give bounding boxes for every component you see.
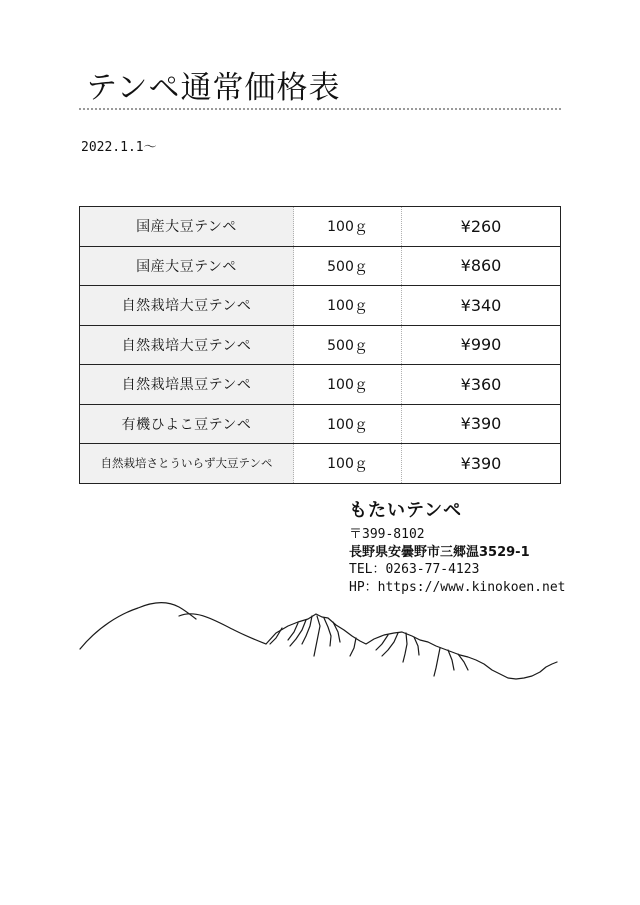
table-row (80, 286, 561, 326)
page-title: テンペ通常価格表 (86, 70, 341, 106)
product-size: 100ｇ (294, 404, 402, 444)
shop-name: もたいテンペ (349, 500, 463, 521)
table-row (80, 325, 561, 365)
table-row (80, 444, 561, 484)
product-name: 自然栽培大豆テンペ (80, 286, 294, 326)
product-price: ¥860 (460, 256, 502, 276)
homepage-url: HP：https://www.kinokoen.net (349, 579, 566, 595)
product-price: ¥390 (460, 453, 502, 473)
product-price: ¥340 (460, 295, 502, 315)
postal-code: 〒399-8102 (349, 527, 425, 542)
product-name: 自然栽培さとういらず大豆テンペ (80, 444, 294, 484)
product-name: 国産大豆テンペ (80, 246, 294, 286)
price-table (79, 206, 561, 484)
shop-info (349, 496, 566, 596)
effective-date: 2022.1.1～ (81, 140, 157, 155)
product-size: 500ｇ (294, 246, 402, 286)
table-row (80, 404, 561, 444)
product-size: 100ｇ (294, 207, 402, 247)
product-name: 国産大豆テンペ (80, 207, 294, 247)
table-row (80, 365, 561, 405)
phone-number: TEL：0263-77-4123 (349, 562, 480, 577)
product-size: 100ｇ (294, 286, 402, 326)
table-row (80, 207, 561, 247)
address: 長野県安曇野市三郷温3529-1 (349, 544, 530, 560)
product-price: ¥390 (460, 414, 502, 434)
product-name: 有機ひよこ豆テンペ (80, 404, 294, 444)
product-price: ¥260 (460, 216, 502, 236)
table-row (80, 246, 561, 286)
title-divider (79, 108, 561, 110)
product-price: ¥360 (460, 374, 502, 394)
product-name: 自然栽培黒豆テンペ (80, 365, 294, 405)
product-size: 500ｇ (294, 325, 402, 365)
product-name: 自然栽培大豆テンペ (80, 325, 294, 365)
product-price: ¥990 (460, 335, 502, 355)
product-size: 100ｇ (294, 365, 402, 405)
product-size: 100ｇ (294, 444, 402, 484)
mountain-illustration (76, 592, 566, 692)
